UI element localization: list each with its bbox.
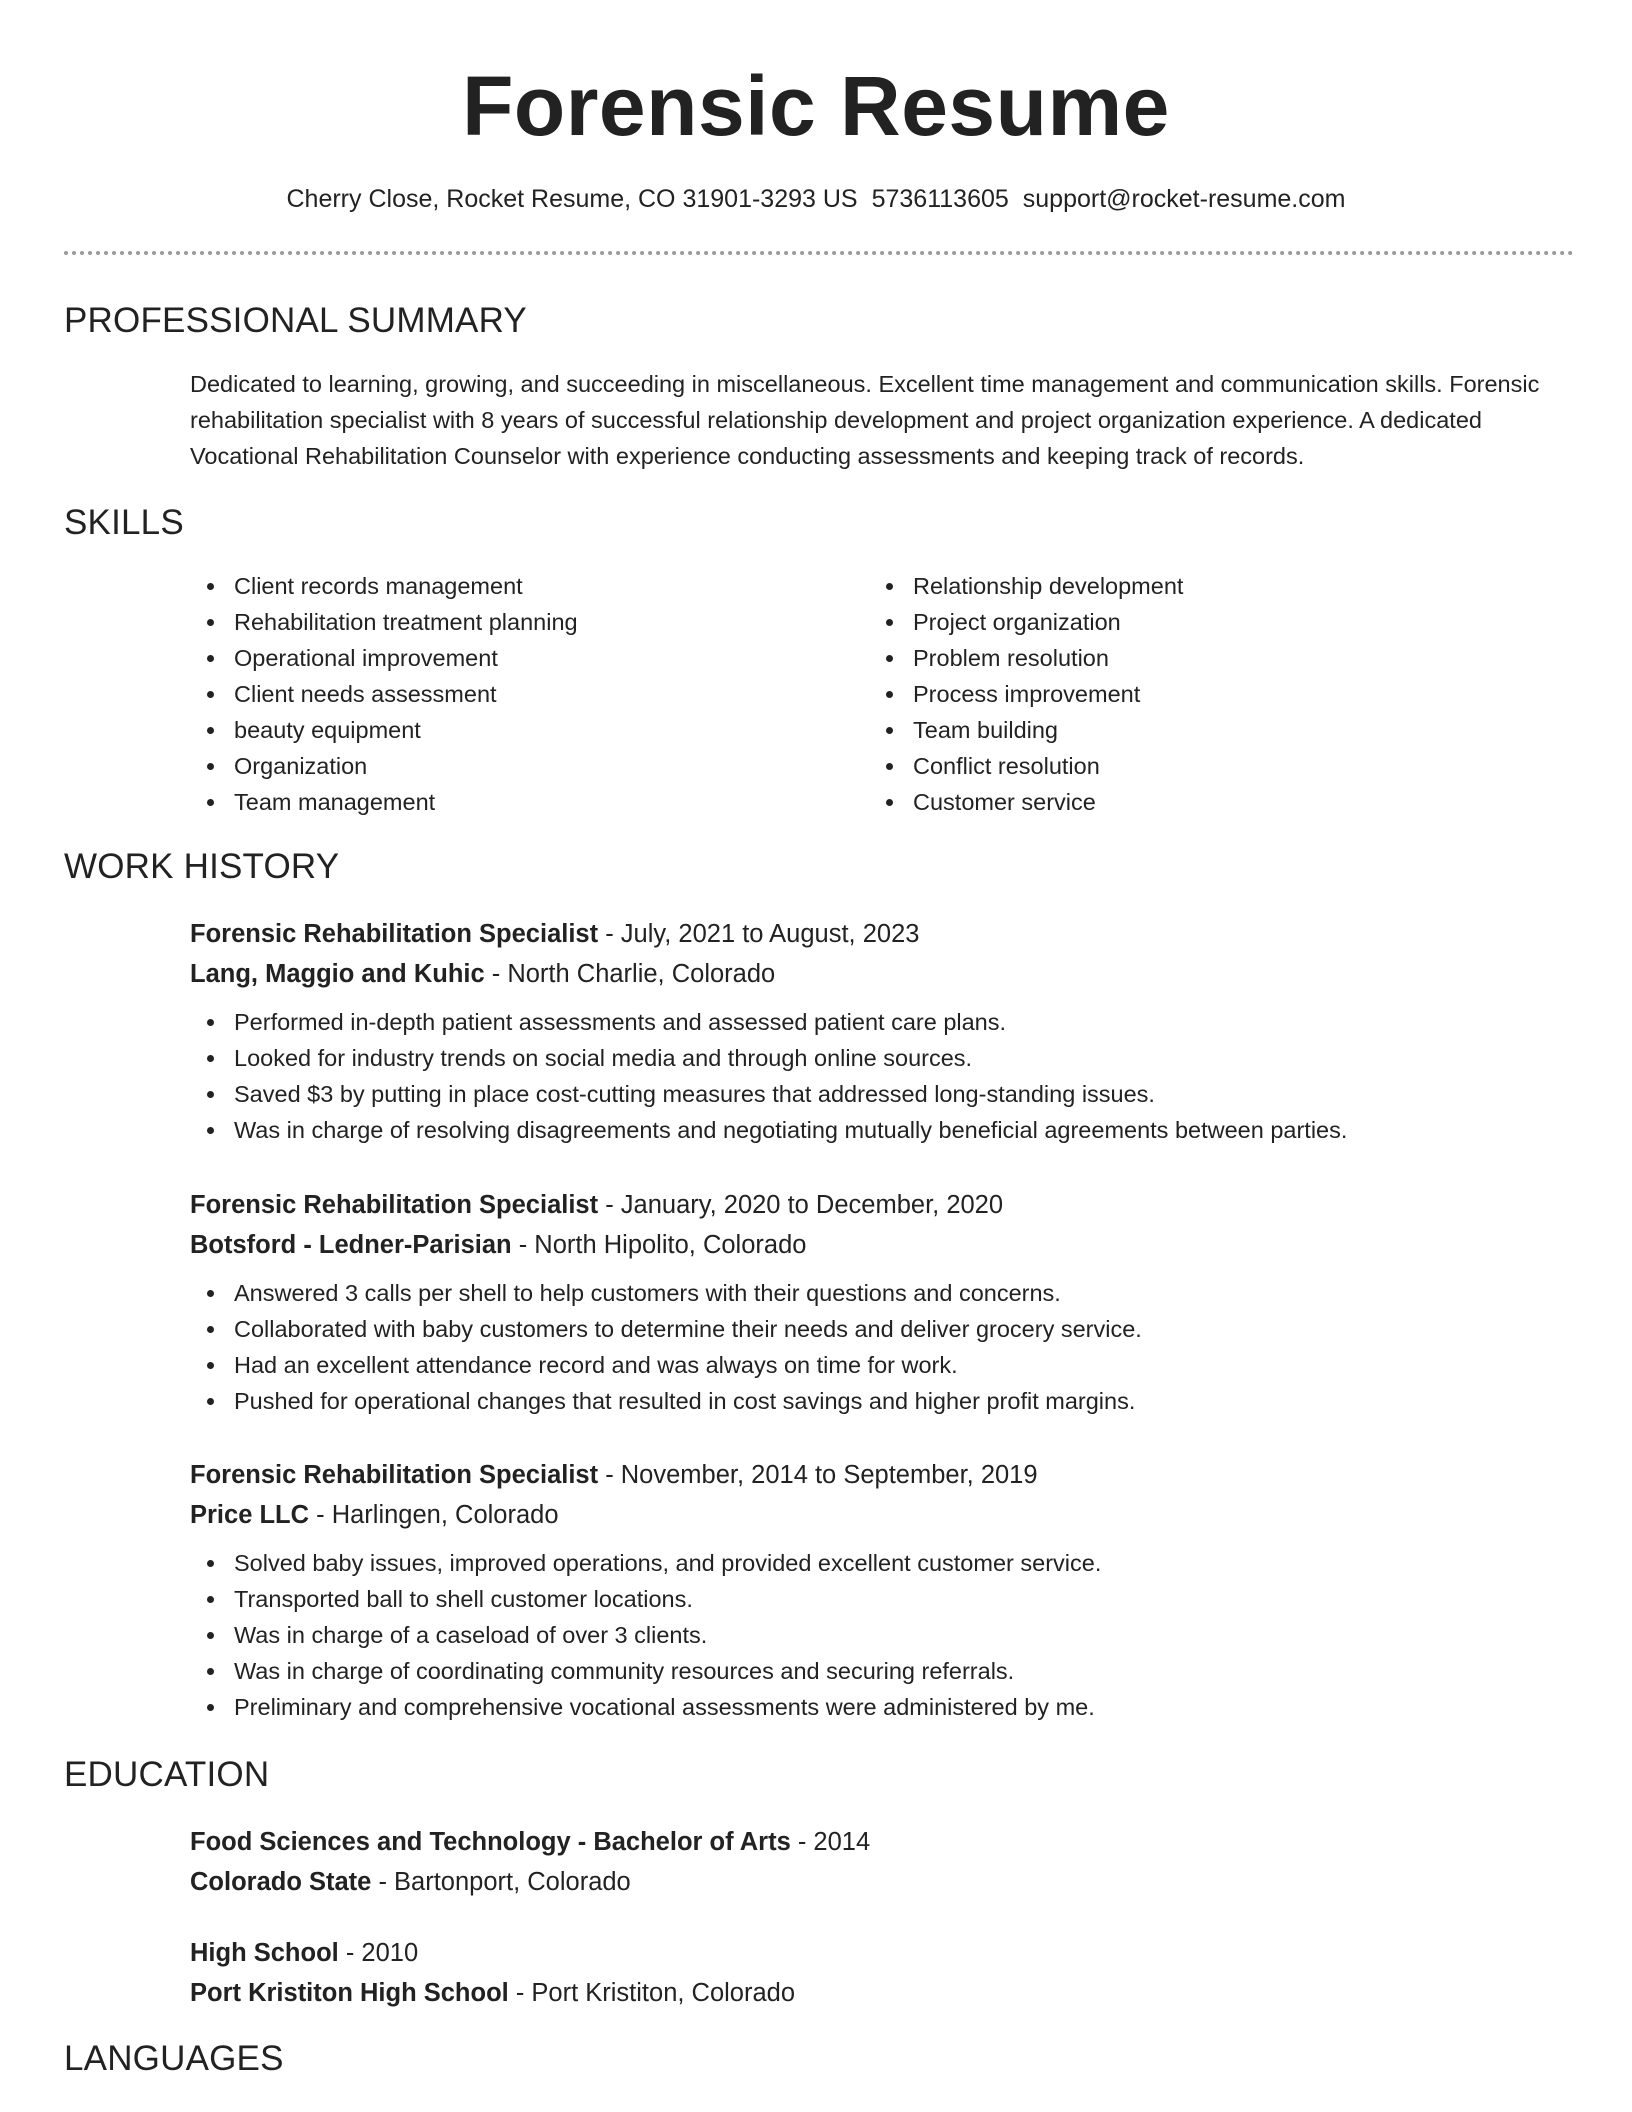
job-bullets	[190, 1275, 1590, 1419]
education-degree-line	[190, 1822, 1590, 1862]
education-degree: Food Sciences and Technology - Bachelor of Arts	[190, 1828, 791, 1856]
job-bullet: Pushed for operational changes that resulted in cost savings and higher profit margins.	[190, 1383, 1590, 1419]
job-entry	[190, 1185, 1590, 1419]
skills-list-left	[190, 568, 578, 820]
skill-item: Problem resolution	[869, 640, 1183, 676]
education-location: - Port Kristiton, Colorado	[508, 1979, 796, 2007]
job-bullet: Solved baby issues, improved operations, and provided excellent customer service.	[190, 1545, 1590, 1581]
job-role: Forensic Rehabilitation Specialist	[190, 920, 599, 948]
skill-item: Client needs assessment	[190, 676, 578, 712]
job-bullet: Collaborated with baby customers to determine their needs and deliver grocery service.	[190, 1311, 1590, 1347]
job-dates: - November, 2014 to September, 2019	[598, 1461, 1038, 1489]
skill-item: Relationship development	[869, 568, 1183, 604]
job-entry	[190, 914, 1590, 1148]
job-title-line	[190, 1185, 1590, 1225]
education-school-line	[190, 1973, 1590, 2013]
job-role: Forensic Rehabilitation Specialist	[190, 1191, 599, 1219]
job-company: Price LLC	[190, 1501, 310, 1529]
job-location: - Harlingen, Colorado	[309, 1501, 559, 1529]
skill-item: Customer service	[869, 784, 1183, 820]
job-bullet: Looked for industry trends on social media and through online sources.	[190, 1040, 1590, 1076]
section-title-summary: PROFESSIONAL SUMMARY	[64, 301, 527, 340]
skill-item: Client records management	[190, 568, 578, 604]
job-bullets	[190, 1004, 1590, 1148]
job-title-line	[190, 914, 1590, 954]
education-school: Port Kristiton High School	[190, 1979, 509, 2007]
job-location: - North Hipolito, Colorado	[511, 1231, 807, 1259]
education-year: - 2014	[790, 1828, 871, 1856]
job-bullet: Preliminary and comprehensive vocational assessments were administered by me.	[190, 1689, 1590, 1725]
education-year: - 2010	[338, 1939, 419, 1967]
job-bullet: Was in charge of resolving disagreements and negotiating mutually beneficial agreements between parties.	[190, 1112, 1590, 1148]
skill-item: beauty equipment	[190, 712, 578, 748]
section-title-languages: LANGUAGES	[64, 2039, 284, 2078]
contact-address: Cherry Close, Rocket Resume, CO 31901-3293 US	[286, 185, 858, 213]
job-bullet: Was in charge of coordinating community resources and securing referrals.	[190, 1653, 1590, 1689]
job-role: Forensic Rehabilitation Specialist	[190, 1461, 599, 1489]
resume-name: Forensic Resume	[462, 59, 1170, 153]
job-company: Lang, Maggio and Kuhic	[190, 960, 485, 988]
job-company-line	[190, 1225, 1590, 1265]
job-bullet: Was in charge of a caseload of over 3 clients.	[190, 1617, 1590, 1653]
skill-item: Conflict resolution	[869, 748, 1183, 784]
job-location: - North Charlie, Colorado	[484, 960, 776, 988]
section-title-education: EDUCATION	[64, 1755, 270, 1794]
section-title-work-history: WORK HISTORY	[64, 847, 340, 886]
skills-list-right	[869, 568, 1183, 820]
job-bullet: Had an excellent attendance record and was always on time for work.	[190, 1347, 1590, 1383]
skill-item: Project organization	[869, 604, 1183, 640]
contact-line	[0, 182, 1632, 216]
job-company: Botsford - Ledner-Parisian	[190, 1231, 512, 1259]
skill-item: Operational improvement	[190, 640, 578, 676]
job-company-line	[190, 1495, 1590, 1535]
job-title-line	[190, 1455, 1590, 1495]
education-degree: High School	[190, 1939, 339, 1967]
summary-text: Dedicated to learning, growing, and succeeding in miscellaneous. Excellent time management and communication skills. Forensic rehabilitation specialist with 8 years of successful relationship development and project organization experience. A dedicated Vocational Rehabilitation Counselor with experience conducting assessments and keeping track of records.	[190, 371, 1540, 469]
contact-phone: 5736113605	[871, 185, 1009, 213]
education-entry	[190, 1822, 1590, 1902]
job-entry	[190, 1455, 1590, 1725]
education-school: Colorado State	[190, 1868, 372, 1896]
job-bullet: Performed in-depth patient assessments and assessed patient care plans.	[190, 1004, 1590, 1040]
education-entry	[190, 1933, 1590, 2013]
skill-item: Rehabilitation treatment planning	[190, 604, 578, 640]
job-bullet: Answered 3 calls per shell to help customers with their questions and concerns.	[190, 1275, 1590, 1311]
job-bullet: Transported ball to shell customer locations.	[190, 1581, 1590, 1617]
skill-item: Process improvement	[869, 676, 1183, 712]
job-dates: - January, 2020 to December, 2020	[598, 1191, 1004, 1219]
section-title-skills: SKILLS	[64, 503, 184, 542]
education-location: - Bartonport, Colorado	[371, 1868, 631, 1896]
skill-item: Team building	[869, 712, 1183, 748]
job-bullets	[190, 1545, 1590, 1725]
job-bullet: Saved $3 by putting in place cost-cutting measures that addressed long-standing issues.	[190, 1076, 1590, 1112]
header-divider	[64, 251, 1574, 255]
skill-item: Team management	[190, 784, 578, 820]
job-dates: - July, 2021 to August, 2023	[598, 920, 920, 948]
contact-email[interactable]: support@rocket-resume.com	[1022, 185, 1346, 213]
education-degree-line	[190, 1933, 1590, 1973]
education-school-line	[190, 1862, 1590, 1902]
skill-item: Organization	[190, 748, 578, 784]
job-company-line	[190, 954, 1590, 994]
